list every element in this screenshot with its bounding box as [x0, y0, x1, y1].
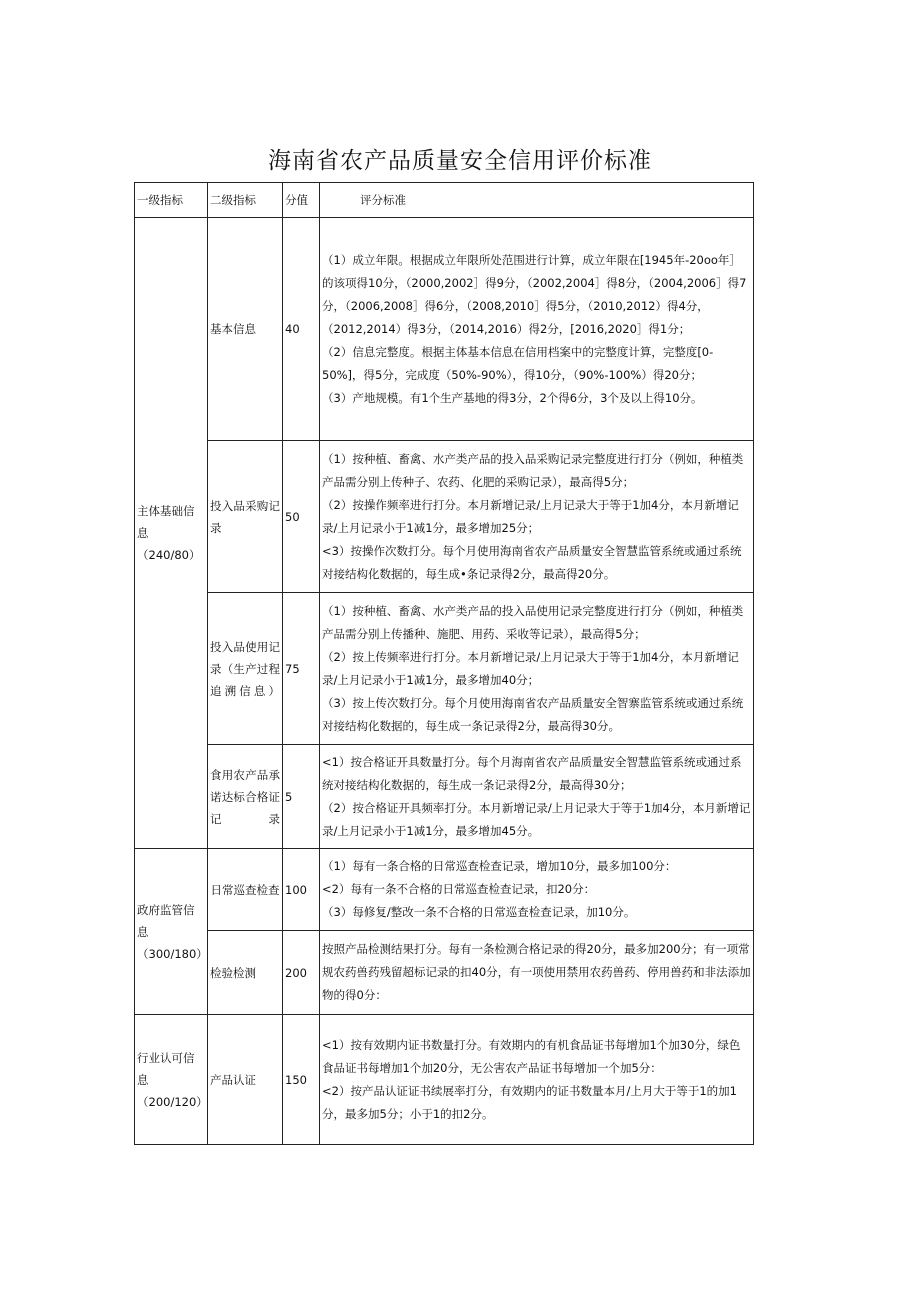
criteria-line: 按照产品检测结果打分。每有一条检测合格记录的得20分，最多加200分；有一项常规农药兽药残留超标记录的扣40分，有一项使用禁用农药兽药、停用兽药和非法添加物的得0分： — [322, 942, 751, 1002]
level2-name: 产品认证 — [208, 1015, 283, 1145]
header-level2: 二级指标 — [208, 183, 283, 218]
evaluation-table — [134, 182, 754, 1145]
score-value: 40 — [283, 218, 320, 441]
level1-government-supervision: 政府监管信息（300/180） — [135, 849, 208, 1015]
table-row — [135, 593, 754, 745]
criteria-cell — [320, 218, 754, 441]
table-header-row — [135, 183, 754, 218]
criteria-line: <3）按操作次数打分。每个月使用海南省农产品质量安全智慧监管系统或通过系统对接结构化数据的，每生成•条记录得2分，最高得20分。 — [322, 543, 742, 581]
criteria-line: （2）按上传频率进行打分。本月新增记录/上月记录大于等于1加4分，本月新增记录/上月记录小于1减1分，最多增加40分； — [322, 649, 739, 687]
document-title: 海南省农产品质量安全信用评价标准 — [268, 148, 652, 174]
level1-basic-info: 主体基础信息（240/80） — [135, 218, 208, 849]
criteria-line: （1）按种植、畜禽、水产类产品的投入品采购记录完整度进行打分（例如，种植类产品需分别上传种子、农药、化肥的采购记录），最高得5分； — [322, 451, 744, 489]
criteria-line: <1）按合格证开具数量打分。每个月海南省农产品质量安全智慧监管系统或通过系统对接结构化数据的，每生成一条记录得2分，最高得30分； — [322, 754, 742, 792]
criteria-line: （1）按种植、畜禽、水产类产品的投入品使用记录完整度进行打分（例如，种植类产品需分别上传播种、施肥、用药、采收等记录），最高得5分； — [322, 603, 744, 641]
score-value: 5 — [283, 745, 320, 849]
criteria-cell — [320, 745, 754, 849]
criteria-cell — [320, 593, 754, 745]
criteria-line: （2）按操作频率进行打分。本月新增记录/上月记录大于等于1加4分，本月新增记录/上月记录小于1减1分，最多增加25分； — [322, 497, 739, 535]
criteria-line: （3）每修复/整改一条不合格的日常巡查检查记录，加10分。 — [322, 905, 636, 919]
table-row — [135, 931, 754, 1015]
table-row — [135, 441, 754, 593]
criteria-line: <1）按有效期内证书数量打分。有效期内的有机食品证书每增加1个加30分，绿色食品证书每增加1个加20分，无公害农产品证书每增加一个加5分： — [322, 1037, 741, 1075]
level2-name: 投入品使用记录（生产过程追溯信息） — [208, 593, 283, 745]
level2-name: 食用农产品承诺达标合格证记录 — [208, 745, 283, 849]
criteria-cell — [320, 849, 754, 931]
criteria-line: （2）按合格证开具频率打分。本月新增记录/上月记录大于等于1加4分，本月新增记录/上月记录小于1减1分，最多增加45分。 — [322, 800, 751, 838]
criteria-line: （2）信息完整度。根据主体基本信息在信用档案中的完整度计算，完整度[0-50%]，得5分，完成度（50%-90%），得10分，（90%-100%）得20分； — [322, 344, 714, 382]
criteria-cell — [320, 1015, 754, 1145]
header-score: 分值 — [283, 183, 320, 218]
criteria-line: <2）每有一条不合格的日常巡查检查记录，扣20分： — [322, 882, 596, 896]
level2-name: 投入品采购记录 — [208, 441, 283, 593]
level2-name: 日常巡查检查 — [208, 849, 283, 931]
criteria-line: （3）按上传次数打分。每个月使用海南省农产品质量安全智寨监管系统或通过系统对接结构化数据的，每生成一条记录得2分，最高得30分。 — [322, 695, 744, 733]
score-value: 200 — [283, 931, 320, 1015]
table-row — [135, 745, 754, 849]
header-level1: 一级指标 — [135, 183, 208, 218]
table-row — [135, 1015, 754, 1145]
level2-name: 检验检测 — [208, 931, 283, 1015]
criteria-line: （1）成立年限。根据成立年限所处范围进行计算，成立年限在[1945年-20oo年］的该项得10分，（2000,2002］得9分，（2002,2004］得8分，（2004,2006］得7分，（2006,2008］得6分，（2008,2010］得5分，（2010,2012）得4分，（2012,2014）得3分，（2014,2016）得2分，[2016,2020］得1分； — [322, 252, 747, 336]
criteria-line: <2）按产品认证证书续展率打分，有效期内的证书数量本月/上月大于等于1的加1分，最多加5分；小于1的扣2分。 — [322, 1083, 737, 1121]
criteria-cell — [320, 931, 754, 1015]
table-row — [135, 849, 754, 931]
score-value: 100 — [283, 849, 320, 931]
criteria-line: （3）产地规模。有1个生产基地的得3分，2个得6分，3个及以上得10分。 — [322, 390, 703, 405]
table-row — [135, 218, 754, 441]
level2-name: 基本信息 — [208, 218, 283, 441]
header-criteria: 评分标准 — [320, 183, 754, 218]
criteria-cell — [320, 441, 754, 593]
criteria-line: （1）每有一条合格的日常巡查检查记录，增加10分，最多加100分： — [322, 859, 677, 873]
level1-industry-recognition: 行业认可信息（200/120） — [135, 1015, 208, 1145]
score-value: 75 — [283, 593, 320, 745]
score-value: 150 — [283, 1015, 320, 1145]
score-value: 50 — [283, 441, 320, 593]
